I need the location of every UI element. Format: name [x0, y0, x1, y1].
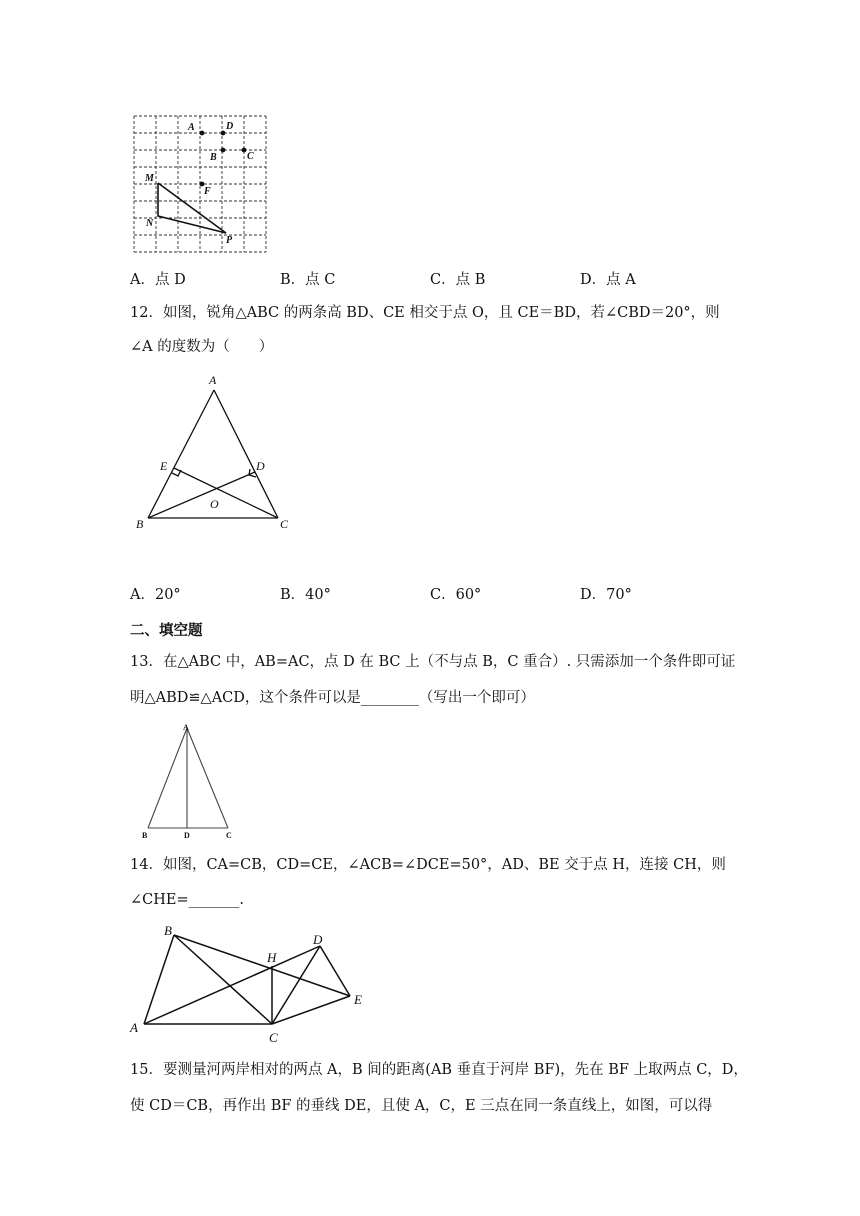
label-e: E	[160, 459, 168, 473]
q15-text-line2: 使 CD＝CB，再作出 BF 的垂线 DE，且使 A，C，E 三点在同一条直线上，如图，可以得	[130, 1098, 713, 1114]
triangle-figure-q13	[138, 720, 248, 845]
option-letter: A．	[130, 272, 155, 288]
label-f: F	[204, 186, 211, 197]
triangle-figure-q14	[128, 920, 374, 1048]
option-text: 70°	[606, 587, 632, 603]
option-text: 60°	[455, 587, 482, 603]
q14-text-line2: ∠CHE=_______.	[130, 892, 244, 908]
option-letter: D．	[580, 587, 607, 603]
label-h: H	[267, 950, 277, 965]
label-b: B	[210, 152, 217, 163]
q11-option-d	[580, 270, 636, 290]
point-b	[221, 148, 226, 153]
label-d: D	[226, 121, 234, 132]
q14-text-line1: 14．如图，CA=CB，CD=CE，∠ACB=∠DCE=50°，AD、BE 交于点 H，连接 CH，则	[130, 857, 726, 873]
label-c: C	[247, 151, 254, 162]
label-c: C	[269, 1030, 278, 1045]
q12-text-line2: ∠A 的度数为（ ）	[130, 339, 274, 355]
label-a: A	[209, 373, 217, 387]
section-heading-fill-in: 二、填空题	[130, 622, 203, 639]
q15-text-line1: 15．要测量河两岸相对的两点 A，B 间的距离(AB 垂直于河岸 BF)，先在 BF 上取两点 C，D，	[130, 1062, 748, 1078]
label-a: A	[183, 723, 189, 732]
option-letter: C．	[430, 587, 456, 603]
point-a	[200, 131, 205, 136]
q11-option-c	[430, 270, 485, 290]
q12-option-c	[430, 585, 481, 605]
triangle-figure-q12	[132, 370, 302, 535]
option-letter: B．	[280, 587, 306, 603]
label-c: C	[280, 517, 289, 531]
option-letter: D．	[580, 272, 607, 288]
label-d: D	[313, 932, 323, 947]
label-p: P	[226, 235, 233, 246]
label-b: B	[164, 923, 172, 938]
label-n: N	[146, 218, 154, 229]
option-text: 20°	[154, 587, 181, 603]
q11-option-b	[280, 270, 335, 290]
option-letter: A．	[130, 587, 155, 603]
option-letter: C．	[430, 272, 456, 288]
q12-option-b	[280, 585, 331, 605]
option-text: 点 C	[305, 272, 336, 288]
label-b: B	[142, 831, 148, 840]
q12-text-line1: 12．如图，锐角△ABC 的两条高 BD、CE 相交于点 O，且 CE＝BD，若∠CBD＝20°，则	[130, 305, 720, 321]
label-c: C	[226, 831, 232, 840]
q13-text-line1: 13．在△ABC 中，AB=AC，点 D 在 BC 上（不与点 B，C 重合）. 只需添加一个条件即可证	[130, 654, 736, 670]
option-text: 点 D	[154, 272, 186, 288]
grid-figure-q11	[130, 112, 272, 258]
q12-option-a	[130, 585, 181, 605]
label-a: A	[130, 1020, 138, 1035]
point-d	[221, 131, 226, 136]
label-o: O	[210, 497, 219, 511]
q11-option-a	[130, 270, 186, 290]
q13-text-line2: 明△ABD≌△ACD，这个条件可以是________（写出一个即可）	[130, 690, 535, 706]
label-d: D	[184, 831, 190, 840]
point-c	[242, 148, 247, 153]
label-d: D	[256, 459, 265, 473]
option-text: 点 B	[455, 272, 486, 288]
label-e: E	[354, 992, 362, 1007]
option-text: 点 A	[606, 272, 636, 288]
q12-option-d	[580, 585, 632, 605]
label-m: M	[145, 173, 154, 184]
option-text: 40°	[305, 587, 331, 603]
label-b: B	[136, 517, 144, 531]
label-a: A	[188, 122, 195, 133]
option-letter: B．	[280, 272, 306, 288]
